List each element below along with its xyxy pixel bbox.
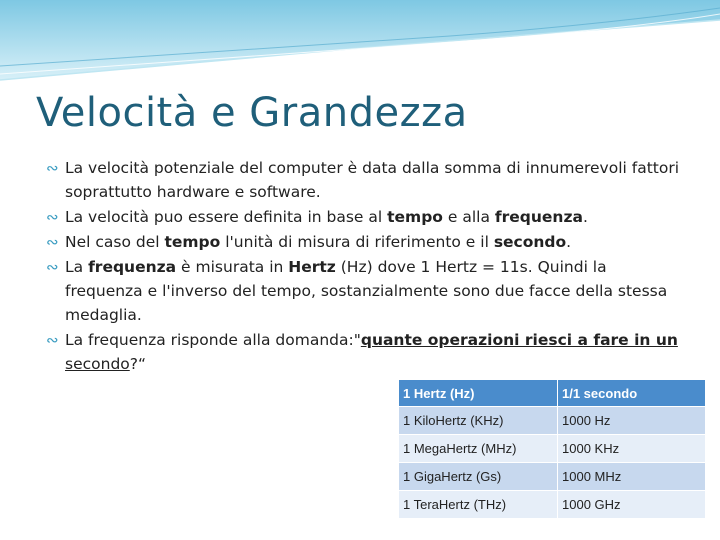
bullet-text-5-post: ?“	[129, 355, 147, 373]
slide-title: Velocità e Grandezza	[36, 90, 468, 136]
bullet-list	[46, 156, 686, 377]
table-header-cell: 1/1 secondo	[558, 380, 706, 407]
bullet-text-2-pre: La velocità puo essere definita in base al	[65, 208, 388, 226]
table-header-cell: 1 Hertz (Hz)	[399, 380, 558, 407]
table-row	[399, 407, 706, 435]
bullet-text-4-post: (Hz) dove 1 Hertz = 11s. Quindi la frequenza e l'inverso del tempo, sostanzialmente sono due facce della stessa medaglia.	[65, 258, 668, 324]
wave-bullet-icon: ∾	[46, 208, 59, 226]
bullet-text-3-tempo: tempo	[164, 233, 221, 251]
bullet-text-5-secondo: secondo	[65, 355, 130, 373]
bullet-text-3-post: .	[566, 233, 572, 251]
table-cell: 1 MegaHertz (MHz)	[399, 435, 558, 463]
wave-bullet-icon: ∾	[46, 159, 59, 177]
table-cell: 1000 KHz	[558, 435, 706, 463]
bullet-text-5-question: quante operazioni riesci a fare in un	[360, 331, 678, 349]
bullet-text-2-tempo: tempo	[387, 208, 443, 226]
table-row	[399, 491, 706, 519]
wave-bullet-icon: ∾	[46, 258, 59, 276]
bullet-item-2	[46, 205, 686, 229]
bullet-item-5	[46, 328, 686, 376]
bullet-text-2-mid: e alla	[442, 208, 495, 226]
bullet-text-4-hertz: Hertz	[288, 258, 336, 276]
table-header-row	[399, 380, 706, 407]
frequency-table	[398, 379, 706, 519]
table-cell: 1 GigaHertz (Gs)	[399, 463, 558, 491]
table-cell: 1000 Hz	[558, 407, 706, 435]
bullet-text-3-mid: l'unità di misura di riferimento e il	[220, 233, 494, 251]
bullet-text-1: La velocità potenziale del computer è data dalla somma di innumerevoli fattori soprattutto hardware e software.	[65, 159, 680, 201]
table-row	[399, 463, 706, 491]
bullet-text-5-pre: La frequenza risponde alla domanda:"	[65, 331, 361, 349]
bullet-text-2-frequenza: frequenza	[494, 208, 583, 226]
bullet-text-3-secondo: secondo	[493, 233, 567, 251]
bullet-text-4-mid: è misurata in	[176, 258, 289, 276]
bullet-item-1	[46, 156, 686, 204]
wave-bullet-icon: ∾	[46, 233, 59, 251]
table-cell: 1 KiloHertz (KHz)	[399, 407, 558, 435]
bullet-item-4	[46, 255, 686, 327]
table-row	[399, 435, 706, 463]
bullet-text-3-pre: Nel caso del	[65, 233, 165, 251]
bullet-text-2-post: .	[582, 208, 588, 226]
bullet-item-3	[46, 230, 686, 254]
wave-bullet-icon: ∾	[46, 331, 59, 349]
table-cell: 1000 MHz	[558, 463, 706, 491]
header-wave-decoration	[0, 0, 720, 90]
bullet-text-4-pre: La	[65, 258, 89, 276]
bullet-text-4-frequenza: frequenza	[88, 258, 177, 276]
table-cell: 1 TeraHertz (THz)	[399, 491, 558, 519]
table-cell: 1000 GHz	[558, 491, 706, 519]
